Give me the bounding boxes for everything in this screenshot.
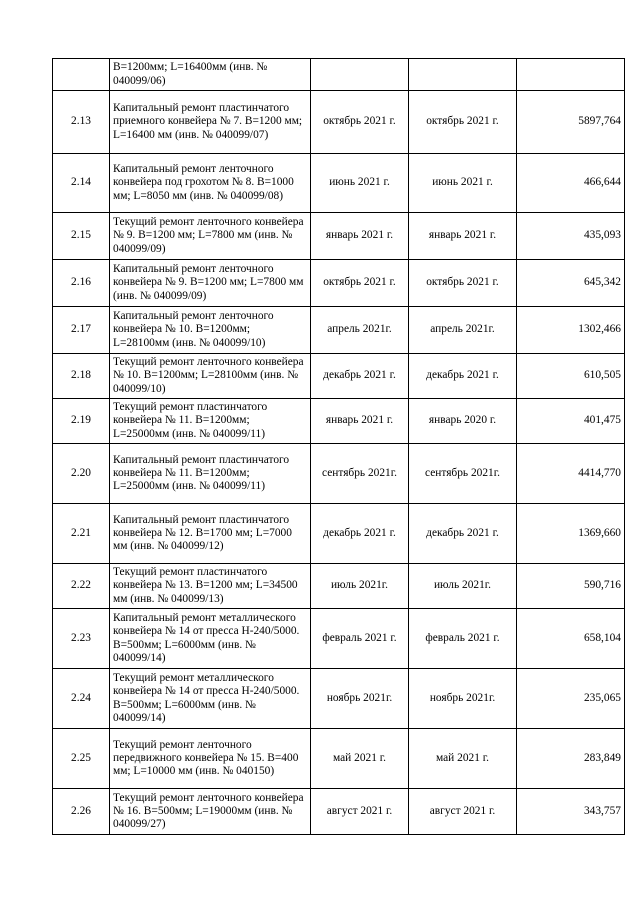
work-description-cell: Капитальный ремонт пластинчатого приемного конвейера № 7. В=1200 мм; L=16400 мм (инв. № 040099/07) [110, 91, 311, 154]
end-date-cell: май 2021 г. [409, 729, 517, 789]
amount-cell [517, 59, 625, 91]
amount-cell: 5897,764 [517, 91, 625, 154]
end-date-cell: февраль 2021 г. [409, 609, 517, 669]
amount-cell: 401,475 [517, 399, 625, 444]
item-number-cell: 2.20 [53, 444, 110, 504]
amount-cell: 610,505 [517, 354, 625, 399]
item-number-cell: 2.18 [53, 354, 110, 399]
work-description-cell: Текущий ремонт пластинчатого конвейера № 13. В=1200 мм; L=34500 мм (инв. № 040099/13) [110, 564, 311, 609]
table-row [53, 59, 625, 91]
table-row [53, 399, 625, 444]
start-date-cell: октябрь 2021 г. [311, 91, 409, 154]
start-date-cell [311, 59, 409, 91]
end-date-cell: июнь 2021 г. [409, 154, 517, 213]
item-number-cell: 2.26 [53, 789, 110, 835]
item-number-cell: 2.16 [53, 260, 110, 307]
end-date-cell: сентябрь 2021г. [409, 444, 517, 504]
item-number-cell: 2.24 [53, 669, 110, 729]
amount-cell: 590,716 [517, 564, 625, 609]
end-date-cell: январь 2021 г. [409, 213, 517, 260]
start-date-cell: июнь 2021 г. [311, 154, 409, 213]
end-date-cell: июль 2021г. [409, 564, 517, 609]
work-description-cell: Капитальный ремонт ленточного конвейера под грохотом № 8. В=1000 мм; L=8050 мм (инв. № 040099/08) [110, 154, 311, 213]
work-description-cell: Текущий ремонт пластинчатого конвейера № 11. В=1200мм; L=25000мм (инв. № 040099/11) [110, 399, 311, 444]
item-number-cell: 2.21 [53, 504, 110, 564]
item-number-cell: 2.13 [53, 91, 110, 154]
work-description-cell: Текущий ремонт ленточного передвижного конвейера № 15. В=400 мм; L=10000 мм (инв. № 040150) [110, 729, 311, 789]
amount-cell: 235,065 [517, 669, 625, 729]
work-description-cell: Текущий ремонт ленточного конвейера № 16. В=500мм; L=19000мм (инв. № 040099/27) [110, 789, 311, 835]
table-row [53, 789, 625, 835]
table-row [53, 354, 625, 399]
item-number-cell [53, 59, 110, 91]
item-number-cell: 2.17 [53, 307, 110, 354]
repair-schedule-table [52, 58, 625, 835]
work-description-cell: Текущий ремонт ленточного конвейера № 9. В=1200 мм; L=7800 мм (инв. № 040099/09) [110, 213, 311, 260]
table-row [53, 444, 625, 504]
amount-cell: 4414,770 [517, 444, 625, 504]
end-date-cell: апрель 2021г. [409, 307, 517, 354]
work-description-cell: Капитальный ремонт ленточного конвейера № 9. В=1200 мм; L=7800 мм (инв. № 040099/09) [110, 260, 311, 307]
table-row [53, 260, 625, 307]
item-number-cell: 2.19 [53, 399, 110, 444]
table-row [53, 213, 625, 260]
start-date-cell: декабрь 2021 г. [311, 354, 409, 399]
work-description-cell: Текущий ремонт металлического конвейера № 14 от пресса Н-240/5000. В=500мм; L=6000мм (инв. № 040099/14) [110, 669, 311, 729]
item-number-cell: 2.14 [53, 154, 110, 213]
amount-cell: 435,093 [517, 213, 625, 260]
start-date-cell: январь 2021 г. [311, 399, 409, 444]
amount-cell: 466,644 [517, 154, 625, 213]
end-date-cell: ноябрь 2021г. [409, 669, 517, 729]
end-date-cell [409, 59, 517, 91]
table-row [53, 669, 625, 729]
work-description-cell: В=1200мм; L=16400мм (инв. № 040099/06) [110, 59, 311, 91]
amount-cell: 658,104 [517, 609, 625, 669]
end-date-cell: декабрь 2021 г. [409, 504, 517, 564]
table-row [53, 609, 625, 669]
table-row [53, 564, 625, 609]
item-number-cell: 2.25 [53, 729, 110, 789]
start-date-cell: сентябрь 2021г. [311, 444, 409, 504]
amount-cell: 283,849 [517, 729, 625, 789]
work-description-cell: Капитальный ремонт пластинчатого конвейера № 11. В=1200мм; L=25000мм (инв. № 040099/11) [110, 444, 311, 504]
end-date-cell: октябрь 2021 г. [409, 91, 517, 154]
amount-cell: 343,757 [517, 789, 625, 835]
table-row [53, 91, 625, 154]
item-number-cell: 2.23 [53, 609, 110, 669]
start-date-cell: декабрь 2021 г. [311, 504, 409, 564]
table-body [53, 59, 625, 835]
end-date-cell: август 2021 г. [409, 789, 517, 835]
end-date-cell: декабрь 2021 г. [409, 354, 517, 399]
work-description-cell: Капитальный ремонт пластинчатого конвейера № 12. В=1700 мм; L=7000 мм (инв. № 040099/12) [110, 504, 311, 564]
work-description-cell: Капитальный ремонт ленточного конвейера № 10. В=1200мм; L=28100мм (инв. № 040099/10) [110, 307, 311, 354]
end-date-cell: январь 2020 г. [409, 399, 517, 444]
work-description-cell: Капитальный ремонт металлического конвейера № 14 от пресса Н-240/5000. В=500мм; L=6000мм (инв. № 040099/14) [110, 609, 311, 669]
end-date-cell: октябрь 2021 г. [409, 260, 517, 307]
start-date-cell: ноябрь 2021г. [311, 669, 409, 729]
table-row [53, 307, 625, 354]
start-date-cell: май 2021 г. [311, 729, 409, 789]
amount-cell: 1302,466 [517, 307, 625, 354]
table-row [53, 729, 625, 789]
start-date-cell: февраль 2021 г. [311, 609, 409, 669]
work-description-cell: Текущий ремонт ленточного конвейера № 10. В=1200мм; L=28100мм (инв. № 040099/10) [110, 354, 311, 399]
table-row [53, 154, 625, 213]
start-date-cell: январь 2021 г. [311, 213, 409, 260]
start-date-cell: апрель 2021г. [311, 307, 409, 354]
table-row [53, 504, 625, 564]
amount-cell: 1369,660 [517, 504, 625, 564]
start-date-cell: октябрь 2021 г. [311, 260, 409, 307]
start-date-cell: июль 2021г. [311, 564, 409, 609]
amount-cell: 645,342 [517, 260, 625, 307]
item-number-cell: 2.22 [53, 564, 110, 609]
start-date-cell: август 2021 г. [311, 789, 409, 835]
item-number-cell: 2.15 [53, 213, 110, 260]
